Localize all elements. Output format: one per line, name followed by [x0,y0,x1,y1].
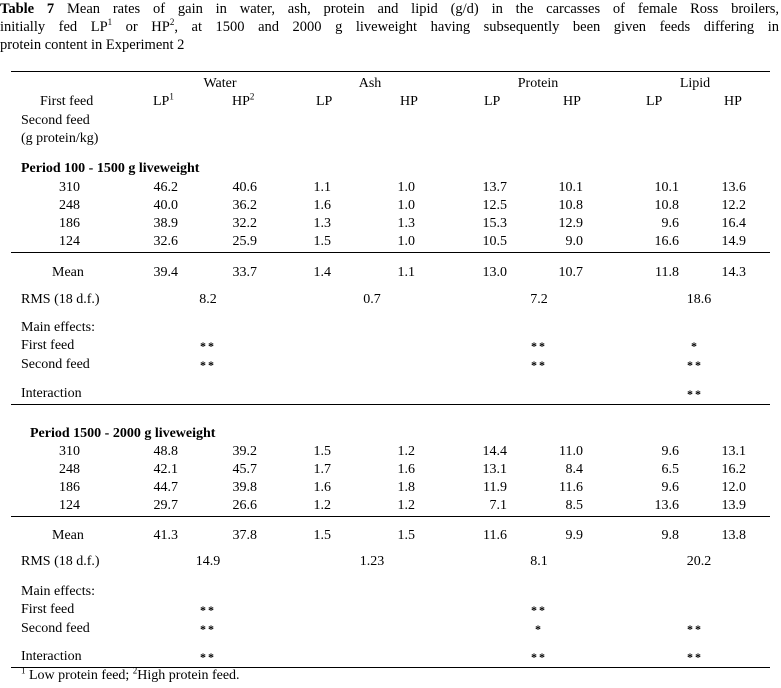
significance-mark: ** [531,339,547,353]
table-cell: 36.2 [232,198,257,213]
mean-cell: 1.4 [313,265,331,280]
table-cell: 11.6 [559,480,583,495]
mean-cell: 41.3 [153,528,178,543]
caption-line-2 [0,18,779,36]
significance-mark: ** [200,358,216,372]
mean-cell: 33.7 [232,265,257,280]
significance-mark: ** [687,650,703,664]
significance-mark: * [535,622,543,636]
table-cell: 14.9 [721,234,746,249]
table-row-label: 124 [59,498,80,513]
rms-value: 8.1 [530,554,548,569]
period2-first-feed-label: First feed [21,602,75,617]
header-protein-hp: HP [563,94,581,109]
table-cell: 10.1 [558,180,583,195]
table-cell: 46.2 [153,180,178,195]
header-water-lp: $LP^1$ [153,91,174,109]
second-feed-label: Second feed [21,113,90,128]
table-cell: 9.6 [661,216,679,231]
table-cell: 1.6 [313,480,331,495]
period1-first-feed-label: First feed [21,338,75,353]
table-cell: 12.9 [558,216,583,231]
table-cell: 48.8 [153,444,178,459]
table-cell: 13.7 [482,180,507,195]
period-divider-rule [11,404,770,405]
significance-mark: * [691,339,699,353]
table-cell: 8.5 [565,498,583,513]
table-cell: 13.1 [721,444,746,459]
table-cell: 1.0 [397,180,415,195]
table-cell: 1.5 [313,234,331,249]
mean-cell: 1.5 [397,528,415,543]
rms-value: 0.7 [363,292,381,307]
table-cell: 1.2 [397,444,415,459]
table-cell: 12.2 [721,198,746,213]
mean-cell: 11.8 [655,265,679,280]
table-cell: 1.0 [397,198,415,213]
table-cell: 1.1 [313,180,331,195]
caption-text-2c: , at 1500 and 2000 g liveweight having subsequently been given feeds differing in [174,19,779,35]
table-cell: 1.6 [313,198,331,213]
table-cell: 15.3 [482,216,507,231]
table-cell: 25.9 [232,234,257,249]
mean-cell: 11.6 [483,528,507,543]
table-row-label: 186 [59,480,80,495]
table-row-label: 248 [59,198,80,213]
table-cell: 11.9 [483,480,507,495]
table-row-label: 310 [59,180,80,195]
caption-text-1: Mean rates of gain in water, ash, protein and lipid (g/d) in the carcasses of female Ross broilers, [54,1,779,17]
table-cell: 12.5 [482,198,507,213]
significance-mark: ** [200,603,216,617]
mean-cell: 37.8 [232,528,257,543]
header-first-feed: First feed [40,94,94,109]
period1-main-effects-label: Main effects: [21,320,95,335]
header-water-hp: $HP^2$ [232,91,255,109]
mean-cell: 10.7 [558,265,583,280]
table-cell: 32.2 [232,216,257,231]
table-cell: 1.0 [397,234,415,249]
significance-mark: ** [531,358,547,372]
significance-mark: ** [531,650,547,664]
table-cell: 42.1 [153,462,178,477]
table-cell: 9.6 [661,480,679,495]
table-cell: 39.8 [232,480,257,495]
table-cell: 44.7 [153,480,178,495]
table-label: Table 7 [0,1,55,17]
mean-cell: 9.8 [661,528,679,543]
rms-value: 18.6 [686,292,712,307]
table-cell: 1.8 [397,480,415,495]
mean-cell: 13.8 [721,528,746,543]
rms-value: 7.2 [530,292,548,307]
table-cell: 9.0 [565,234,583,249]
header-water: Water [203,76,237,91]
table-cell: 29.7 [153,498,178,513]
second-feed-unit: (g protein/kg) [21,131,99,146]
table-cell: 11.0 [559,444,583,459]
table-row-label: 248 [59,462,80,477]
period2-title: Period 1500 - 2000 g liveweight [30,426,216,441]
header-protein: Protein [517,76,559,91]
table-cell: 1.5 [313,444,331,459]
table-cell: 13.6 [654,498,679,513]
mean-cell: 39.4 [153,265,178,280]
table-cell: 16.4 [721,216,746,231]
table-cell: 45.7 [232,462,257,477]
period1-second-feed-label: Second feed [21,357,90,372]
significance-mark: ** [200,622,216,636]
header-ash: Ash [358,76,382,91]
period2-interaction-label: Interaction [21,649,82,664]
table-cell: 26.6 [232,498,257,513]
table-cell: 1.3 [313,216,331,231]
caption-text-2a: initially fed LP [0,19,108,35]
period2-mean-rule [11,516,770,517]
significance-mark: ** [200,650,216,664]
table-caption [0,0,779,54]
top-rule [11,71,770,72]
table-cell: 39.2 [232,444,257,459]
rms-value: 8.2 [199,292,217,307]
period1-interaction-label: Interaction [21,386,82,401]
period1-rms-label: RMS (18 d.f.) [21,292,100,307]
header-lipid-lp: LP [646,94,663,109]
rms-value: 20.2 [686,554,712,569]
table-cell: 13.1 [482,462,507,477]
significance-mark: ** [531,603,547,617]
table-cell: 1.6 [397,462,415,477]
caption-sup-1: 1 [107,17,113,28]
mean-cell: 1.5 [313,528,331,543]
table-cell: 8.4 [565,462,583,477]
period2-rms-label: RMS (18 d.f.) [21,554,100,569]
table-cell: 1.2 [313,498,331,513]
rms-value: 1.23 [359,554,385,569]
mean-cell: 1.1 [397,265,415,280]
table-cell: 1.3 [397,216,415,231]
period1-mean-rule [11,252,770,253]
table-cell: 13.6 [721,180,746,195]
table-cell: 40.0 [153,198,178,213]
table-cell: 1.2 [397,498,415,513]
table-cell: 7.1 [489,498,507,513]
caption-line-3: protein content in Experiment 2 [0,37,185,53]
header-lipid-hp: HP [724,94,742,109]
table-cell: 14.4 [482,444,507,459]
table-cell: 10.8 [654,198,679,213]
table-cell: 12.0 [721,480,746,495]
significance-mark: ** [687,622,703,636]
caption-line-1 [0,0,779,18]
table-cell: 1.7 [313,462,331,477]
table-cell: 16.2 [721,462,746,477]
mean-cell: 9.9 [565,528,583,543]
table-cell: 13.9 [721,498,746,513]
significance-mark: ** [687,358,703,372]
significance-mark: ** [200,339,216,353]
table-cell: 10.1 [654,180,679,195]
table-cell: 38.9 [153,216,178,231]
header-protein-lp: LP [484,94,501,109]
significance-mark: ** [687,387,703,401]
header-ash-lp: LP [316,94,333,109]
table-row-label: 124 [59,234,80,249]
table-cell: 6.5 [661,462,679,477]
mean-cell: 14.3 [721,265,746,280]
table-cell: 10.5 [482,234,507,249]
table-row-label: 310 [59,444,80,459]
caption-sup-2: 2 [169,17,175,28]
header-lipid: Lipid [679,76,711,91]
rms-value: 14.9 [195,554,221,569]
mean-label: Mean [52,265,84,280]
table-cell: 40.6 [232,180,257,195]
caption-text-2b: or HP [112,19,170,35]
table-row-label: 186 [59,216,80,231]
mean-cell: 13.0 [482,265,507,280]
footnote: $^1$ Low protein feed; $^2$High protein feed. [21,665,240,683]
mean-label: Mean [52,528,84,543]
period2-main-effects-label: Main effects: [21,584,95,599]
header-ash-hp: HP [400,94,418,109]
table-cell: 32.6 [153,234,178,249]
table-cell: 16.6 [654,234,679,249]
period2-second-feed-label: Second feed [21,621,90,636]
period1-title: Period 100 - 1500 g liveweight [21,161,200,176]
table-cell: 10.8 [558,198,583,213]
table-cell: 9.6 [661,444,679,459]
